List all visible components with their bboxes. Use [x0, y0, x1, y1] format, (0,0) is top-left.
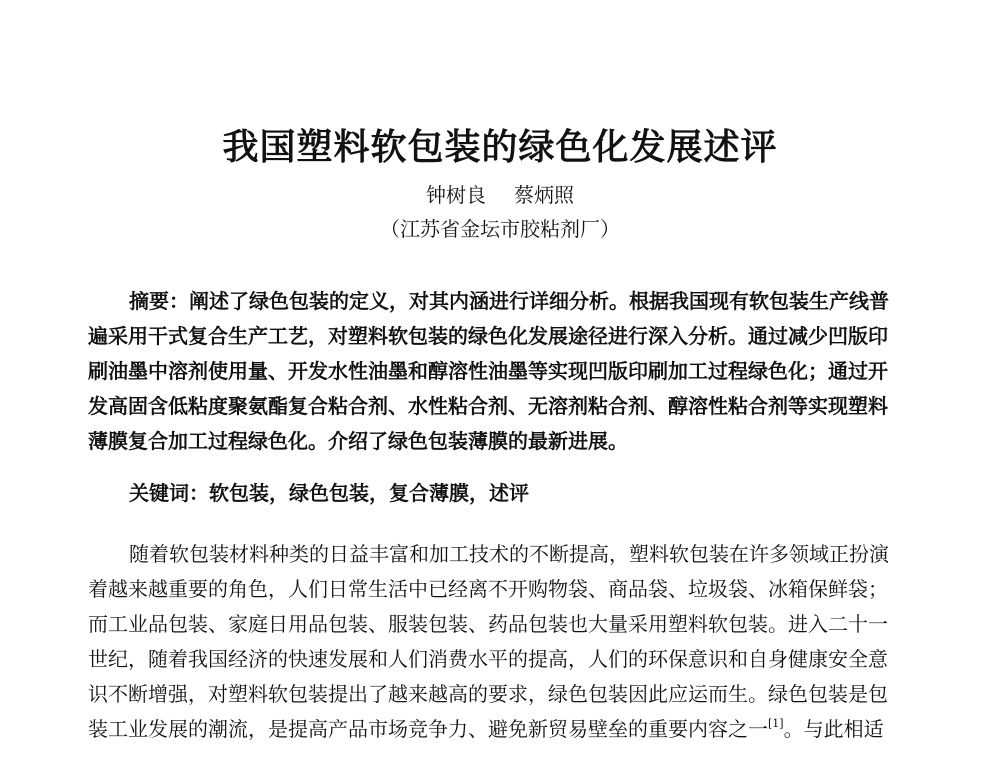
body-line: 随着软包装材料种类的日益丰富和加工技术的不断提高，塑料软包装在许多领域正扮演	[129, 542, 889, 566]
citation-reference: [1]	[768, 717, 784, 730]
body-line: 世纪，随着我国经济的快速发展和人们消费水平的提高，人们的环保意识和自身健康安全意	[88, 647, 888, 671]
keywords-label: 关键词：	[129, 481, 209, 505]
body-line: 装工业发展的潮流，是提高产品市场竞争力、避免新贸易壁垒的重要内容之一[1]。与此相适	[88, 717, 884, 741]
abstract-label: 摘要：	[129, 289, 189, 313]
abstract-line: 刷油墨中溶剂使用量、开发水性油墨和醇溶性油墨等实现凹版印刷加工过程绿色化；通过开	[88, 359, 888, 383]
body-line: 识不断增强，对塑料软包装提出了越来越高的要求，绿色包装因此应运而生。绿色包装是包	[88, 682, 888, 706]
abstract	[88, 284, 920, 459]
paper-title: 我国塑料软包装的绿色化发展述评	[222, 127, 778, 168]
abstract-line: 发高固含低粘度聚氨酯复合粘合剂、水性粘合剂、无溶剂粘合剂、醇溶性粘合剂等实现塑料	[88, 394, 888, 418]
affiliation: （江苏省金坛市胶粘剂厂）	[380, 217, 620, 241]
author-line	[0, 180, 1000, 210]
abstract-line: 摘要：阐述了绿色包装的定义，对其内涵进行详细分析。根据我国现有软包装生产线普	[129, 289, 889, 313]
author-name: 钟树良	[426, 183, 486, 207]
abstract-line: 遍采用干式复合生产工艺，对塑料软包装的绿色化发展途径进行深入分析。通过减少凹版印	[88, 324, 888, 348]
keywords	[129, 476, 529, 511]
author-name: 蔡炳照	[514, 183, 574, 207]
body-paragraph	[88, 537, 920, 747]
abstract-line: 薄膜复合加工过程绿色化。介绍了绿色包装薄膜的最新进展。	[88, 429, 628, 453]
body-line: 而工业品包装、家庭日用品包装、服装包装、药品包装也大量采用塑料软包装。进入二十一	[88, 612, 888, 636]
keywords-text: 软包装，绿色包装，复合薄膜，述评	[209, 481, 529, 505]
body-line: 着越来越重要的角色，人们日常生活中已经离不开购物袋、商品袋、垃圾袋、冰箱保鲜袋；	[88, 577, 888, 601]
